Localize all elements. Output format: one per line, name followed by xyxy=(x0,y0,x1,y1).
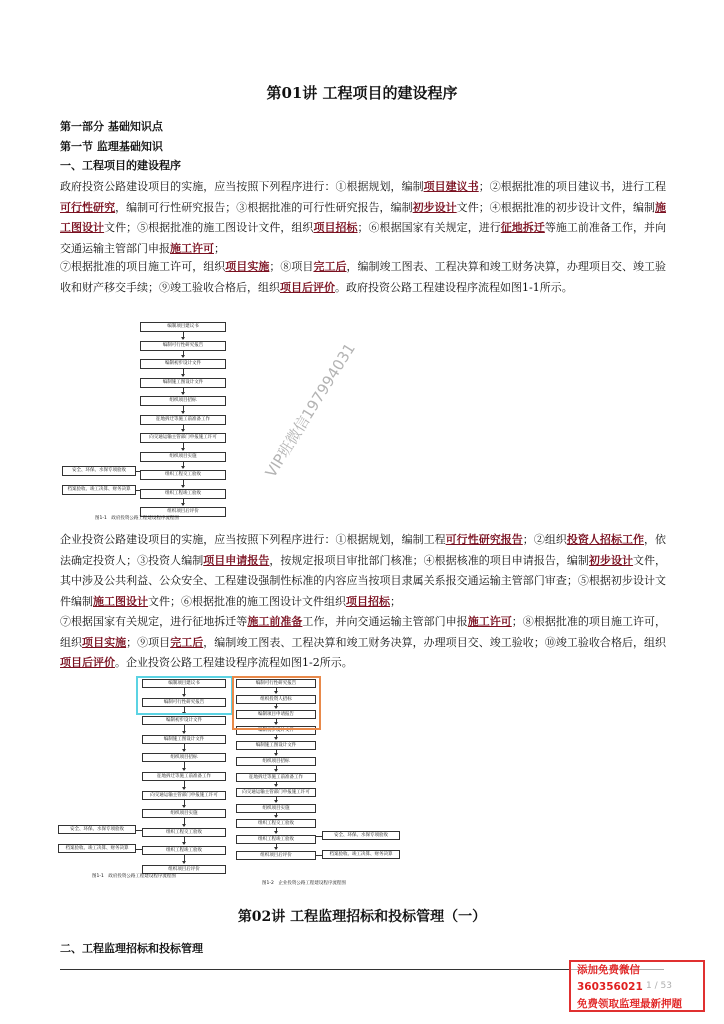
flow2-left-arrow xyxy=(184,781,185,789)
text-run: 文件；⑤根据批准的施工图设计文件，组织 xyxy=(104,221,314,234)
keyword-term: 施工许可 xyxy=(170,241,214,255)
text-run: ；⑨项目 xyxy=(126,635,171,649)
flow2-right-side-node: 安全、环保、水保专项验收 xyxy=(322,831,400,840)
lesson-title: 第01讲 工程项目的建设程序 xyxy=(266,84,458,102)
text-run: ，编制竣工图表、工程决算和竣工财务决算，办理项目交、竣工验收和财产移交手续；⑨竣工验收合格后，组织 xyxy=(60,260,667,294)
text-run: ；②根据批准的项目建议书，进行工程 xyxy=(478,180,666,193)
highlight-box-cyan xyxy=(136,676,233,715)
flow2-left-side-node: 安全、环保、水保专项验收 xyxy=(58,825,136,834)
keyword-term: 征地拆迁 xyxy=(500,221,545,234)
keyword-term: 完工后 xyxy=(170,635,204,649)
text-run: ；⑥根据国家有关规定，进行 xyxy=(357,221,501,234)
flow1-side-node: 安全、环保、水保专项验收 xyxy=(62,466,136,476)
text-run: ； xyxy=(214,241,225,255)
flow2-right-arrow xyxy=(276,750,277,755)
flow2-left-node: 组织项目招标 xyxy=(142,753,226,762)
keyword-term: 施工图设计 xyxy=(93,594,148,608)
text-run: 文件，其中涉及公共利益、公众安全、工程建设强制性标准的内容应当按项目隶属关系报交通运输主管部门审查；⑤根据初步设计文件编制 xyxy=(60,553,667,608)
flow1-node: 组织项目实施 xyxy=(140,452,226,462)
flow2-right-arrow xyxy=(276,828,277,833)
flow1-node: 向交通运输主管部门申报施工许可 xyxy=(140,433,226,443)
flow1-arrow xyxy=(183,332,184,339)
flow2-left-node: 组织项目实施 xyxy=(142,809,226,818)
flow2-left-connector xyxy=(136,849,142,850)
flow1-arrow xyxy=(183,406,184,413)
flow2-left-arrow xyxy=(184,744,185,752)
flow2-left-arrow xyxy=(184,818,185,826)
text-run: 企业投资公路建设项目的实施，应当按照下列程序进行：①根据规划，编制工程 xyxy=(60,533,446,546)
flow2-left-node: 编制初步设计文件 xyxy=(142,716,226,725)
text-run: ，依法确定投资人；③投资人编制 xyxy=(60,533,667,567)
flow1-arrow xyxy=(183,388,184,395)
keyword-term: 项目实施 xyxy=(225,260,270,273)
flow2-left-node: 组织工程交工验收 xyxy=(142,828,226,837)
keyword-term: 初步设计 xyxy=(412,200,457,214)
keyword-term: 项目申请报告 xyxy=(203,553,270,567)
paragraph-2 xyxy=(60,257,666,298)
flow2-left-arrow xyxy=(184,837,185,845)
text-run: ⑦根据批准的项目施工许可，组织 xyxy=(60,260,226,273)
flow1-node: 组织项目后评价 xyxy=(140,507,226,517)
text-run: 文件；④根据批准的初步设计文件，编制 xyxy=(456,200,656,214)
flow2-right-arrow xyxy=(276,797,277,802)
flow2-left-node: 组织工程竣工验收 xyxy=(142,846,226,855)
keyword-term: 项目招标 xyxy=(346,594,390,608)
text-run: 。企业投资公路工程建设程序流程如图1-2所示。 xyxy=(115,656,353,669)
keyword-term: 施工前准备 xyxy=(247,615,303,628)
flow2-right-node: 编制项目申请报告 xyxy=(236,710,316,719)
flow2-right-node: 组织工程竣工验收 xyxy=(236,835,316,844)
flow1-arrow xyxy=(183,425,184,432)
text-run: ；⑧根据批准的项目施工许可，组织 xyxy=(60,615,667,649)
flow2-right-arrow xyxy=(276,813,277,818)
paragraph-3 xyxy=(60,530,666,612)
flow2-left-node: 征地拆迁等施工前准备工作 xyxy=(142,772,226,781)
text-run: 文件；⑥根据批准的施工图设计文件组织 xyxy=(148,594,346,608)
flow2-right-arrow xyxy=(276,766,277,771)
flow2-left-node: 编制项目建议书 xyxy=(142,679,226,688)
flow1-node: 编制施工图设计文件 xyxy=(140,378,226,388)
watermark: VIP班微信197994031 xyxy=(261,339,359,481)
flow2-right-node: 征地拆迁等施工前准备工作 xyxy=(236,773,316,782)
promo-line-3: 免费领取监理最新押题 xyxy=(577,998,682,1010)
flow2-left-connector xyxy=(136,830,142,831)
flow1-side-node: 档案验收、竣工决算、财务决算 xyxy=(62,485,136,495)
promo-line-2: 360356021 xyxy=(577,981,643,993)
keyword-term: 初步设计 xyxy=(588,553,633,567)
flow2-right-connector xyxy=(316,855,322,856)
flow2-right-node: 编制可行性研究报告 xyxy=(236,679,316,688)
keyword-term: 可行性研究 xyxy=(60,200,116,214)
keyword-term: 项目后评价 xyxy=(280,280,335,294)
part-heading: 第一部分 基础知识点 xyxy=(60,120,163,133)
paragraph-1 xyxy=(60,177,666,259)
keyword-term: 项目后评价 xyxy=(60,656,115,669)
flow1-node: 组织项目招标 xyxy=(140,396,226,406)
flow1-arrow xyxy=(183,369,184,376)
heading-1: 一、工程项目的建设程序 xyxy=(60,159,181,172)
highlight-box-orange xyxy=(232,676,321,730)
flow2-right-node: 组织项目后评价 xyxy=(236,851,316,860)
flow1-node: 编制项目建议书 xyxy=(140,322,226,332)
flow2-right-arrow xyxy=(276,782,277,787)
text-run: ，编制竣工图表、工程决算和竣工财务决算，办理项目交、竣工验收；⑩竣工验收合格后，组织 xyxy=(203,635,667,649)
flow2-left-node: 组织项目后评价 xyxy=(142,865,226,874)
lesson-title-2: 第02讲 工程监理招标和投标管理（一） xyxy=(237,909,487,925)
flow2-left-arrow xyxy=(184,855,185,863)
flow1-node: 编制可行性研究报告 xyxy=(140,341,226,351)
keyword-term: 项目实施 xyxy=(82,635,127,649)
text-run: ，按规定报项目审批部门核准；④根据核准的项目申请报告，编制 xyxy=(269,553,589,567)
keyword-term: 可行性研究报告 xyxy=(445,533,523,546)
flow2-left-arrow xyxy=(184,725,185,733)
flow2-right-node: 向交通运输主管部门申报施工许可 xyxy=(236,788,316,797)
flow2-right-node: 编制施工图设计文件 xyxy=(236,741,316,750)
flow2-left-arrow xyxy=(184,800,185,808)
flow2-right-node: 编制初步设计文件 xyxy=(236,726,316,735)
keyword-term: 完工后 xyxy=(313,260,347,273)
text-run: 等施工前准备工作，并向交通运输主管部门申报 xyxy=(60,221,667,255)
flow1-connector xyxy=(136,490,140,491)
promo-line-1: 添加免费微信 xyxy=(577,964,640,976)
flow1-caption: 图1-1 政府投资公路工程建设程序流程图 xyxy=(95,516,179,521)
flow2-right-arrow xyxy=(276,844,277,849)
heading-2: 二、工程监理招标和投标管理 xyxy=(60,942,203,955)
flow2-right-side-node: 档案验收、竣工决算、财务决算 xyxy=(322,850,400,859)
keyword-term: 项目招标 xyxy=(313,221,358,234)
flow2-right-node: 组织项目招标 xyxy=(236,757,316,766)
flow2-left-node: 向交通运输主管部门申报施工许可 xyxy=(142,791,226,800)
flow2-right-node: 组织工程交工验收 xyxy=(236,819,316,828)
flow1-node: 组织工程竣工验收 xyxy=(140,489,226,499)
flow2-right-node: 组织项目实施 xyxy=(236,804,316,813)
flow2-left-node: 编制可行性研究报告 xyxy=(142,698,226,707)
flow2-caption-left: 图1-1 政府投资公路工程建设程序流程图 xyxy=(92,874,176,879)
flow1-node: 编制初步设计文件 xyxy=(140,359,226,369)
flow2-right-arrow xyxy=(276,735,277,740)
keyword-term: 施工许可 xyxy=(467,615,512,628)
text-run: ⑦根据国家有关规定，进行征地拆迁等 xyxy=(60,615,248,628)
flow1-arrow xyxy=(183,499,184,506)
paragraph-4 xyxy=(60,612,666,674)
flow2-left-node: 编制施工图设计文件 xyxy=(142,735,226,744)
flow1-connector xyxy=(136,471,140,472)
text-run: 工作，并向交通运输主管部门申报 xyxy=(302,615,468,628)
flow1-arrow xyxy=(183,443,184,450)
flow1-node: 征地拆迁等施工前准备工作 xyxy=(140,415,226,425)
text-run: ； xyxy=(390,594,401,608)
promo-stamp[interactable] xyxy=(569,960,705,1012)
text-run: ；⑧项目 xyxy=(269,260,314,273)
flow2-caption-right: 图1-2 企业投资公路工程建设程序流程图 xyxy=(262,881,346,886)
keyword-term: 项目建议书 xyxy=(423,180,479,193)
flow1-arrow xyxy=(183,462,184,469)
flow2-left-side-node: 档案验收、竣工决算、财务决算 xyxy=(58,844,136,853)
keyword-term: 施工图设计 xyxy=(60,200,667,234)
flow2-right-connector xyxy=(316,836,322,837)
text-run: 。政府投资公路工程建设程序流程如图1-1所示。 xyxy=(335,280,573,294)
flow1-arrow xyxy=(183,351,184,358)
flow2-left-arrow xyxy=(184,762,185,770)
text-run: ；②组织 xyxy=(522,533,567,546)
flow1-arrow xyxy=(183,480,184,487)
section-heading: 第一节 监理基础知识 xyxy=(60,140,163,153)
flow2-right-node: 组织投资人招标 xyxy=(236,695,316,704)
text-run: 政府投资公路建设项目的实施，应当按照下列程序进行：①根据规划，编制 xyxy=(60,180,424,193)
flow1-node: 组织工程交工验收 xyxy=(140,470,226,480)
keyword-term: 投资人招标工作 xyxy=(566,533,645,546)
text-run: ，编制可行性研究报告；③根据批准的可行性研究报告，编制 xyxy=(115,200,413,214)
